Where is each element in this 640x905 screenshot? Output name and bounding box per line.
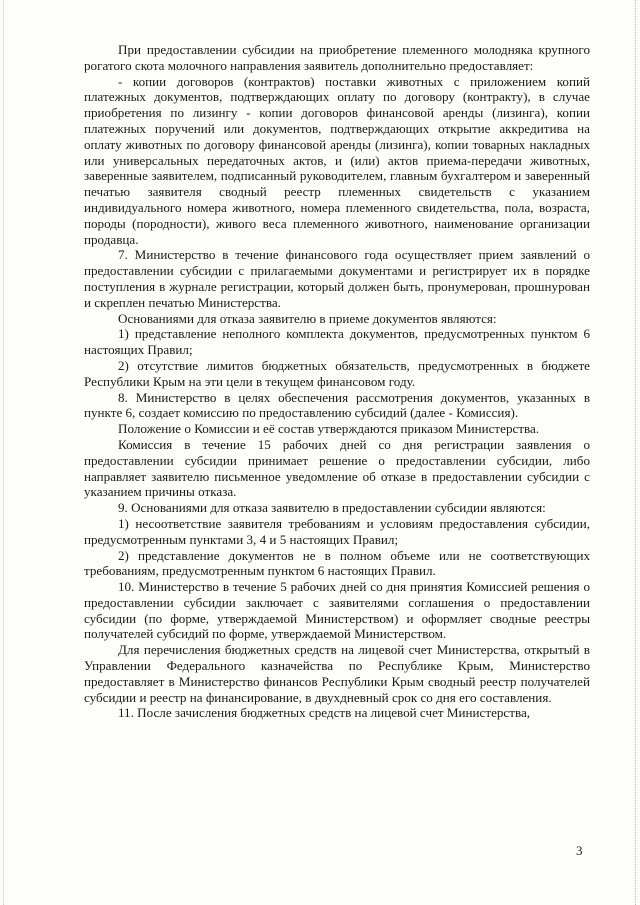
paragraph-item-11: 11. После зачисления бюджетных средств на лицевой счет Министерства, <box>118 705 531 721</box>
paragraph-item-9: 9. Основаниями для отказа заявителю в предоставлении субсидии являются: <box>118 500 546 516</box>
paragraph-commission-decision: Комиссия в течение 15 рабочих дней со дня регистрации заявления о предоставлении субсидии принимает решение о предоставлении субсидии, либо направляет заявителю письменное уведомление об отказе в предоставлении субсидии с указанием причины отказа. <box>84 436 590 500</box>
paragraph-copies-list: - копии договоров (контрактов) поставки животных с приложением копий платежных документов, подтверждающих оплату по договору (контракту), в случае приобретения по лизингу - копии договоров финансовой аренды (лизинга), копии платежных поручений или документов, подтверждающих открытие аккредитива на оплату животных по договору финансовой аренды (лизинга), копии товарных накладных или универсальных передаточных актов, и (или) актов приема-передачи животных, заверенные заявителем, подписанный руководителем, главным бухгалтером и заверенный печатью заявителя сводный реестр племенных свидетельств с указанием индивидуального номера животного, номера племенного свидетельства, пола, возраста, породы (породности), живого веса племенного животного, наименование организации продавца. <box>84 73 590 247</box>
paragraph-item-10: 10. Министерство в течение 5 рабочих дней со дня принятия Комиссией решения о предоставлении субсидии заключает с заявителями соглашения о предоставлении субсидии (по форме, утверждаемой Министерством) и оформляет сводные реестры получателей субсидий по форме, утверждаемой Министерством. <box>84 579 590 642</box>
paragraph-refusal-ground-1: 1) представление неполного комплекта документов, предусмотренных пунктом 6 настоящих Правил; <box>84 326 590 358</box>
scan-edge-left <box>3 0 5 905</box>
paragraph-item-7: 7. Министерство в течение финансового года осуществляет прием заявлений о предоставлении субсидии с прилагаемыми документами и регистрирует их в порядке поступления в журнале регистрации, который должен быть, пронумерован, прошнурован и скреплен печатью Министерства. <box>84 247 590 310</box>
paragraph-item-8: 8. Министерство в целях обеспечения рассмотрения документов, указанных в пункте 6, создает комиссию по предоставлению субсидий (далее - Комиссия). <box>84 389 590 421</box>
document-body <box>84 42 590 721</box>
paragraph-item-9-ground-1: 1) несоответствие заявителя требованиям и условиям предоставления субсидии, предусмотренным пунктами 3, 4 и 5 настоящих Правил; <box>84 515 590 547</box>
paragraph-refusal-grounds-heading: Основаниями для отказа заявителю в приеме документов являются: <box>118 310 497 326</box>
paragraph-budget-transfer: Для перечисления бюджетных средств на лицевой счет Министерства, открытый в Управлении Федерального казначейства по Республике Крым, Министерство предоставляет в Министерство финансов Республики Крым сводный реестр получателей субсидии и реестр на финансирование, в двухдневный срок со дня его составления. <box>84 642 590 705</box>
page-number: 3 <box>576 843 583 858</box>
paragraph-commission-regulation: Положение о Комиссии и её состав утверждаются приказом Министерства. <box>118 421 540 437</box>
paragraph-refusal-ground-2: 2) отсутствие лимитов бюджетных обязательств, предусмотренных в бюджете Республики Крым на эти цели в текущем финансовом году. <box>84 357 590 389</box>
scan-edge-right <box>634 0 636 905</box>
paragraph-item-9-ground-2: 2) представление документов не в полном объеме или не соответствующих требованиям, предусмотренным пунктом 6 настоящих Правил. <box>84 547 590 579</box>
paragraph-intro: При предоставлении субсидии на приобретение племенного молодняка крупного рогатого скота молочного направления заявитель дополнительно предоставляет: <box>84 42 590 73</box>
